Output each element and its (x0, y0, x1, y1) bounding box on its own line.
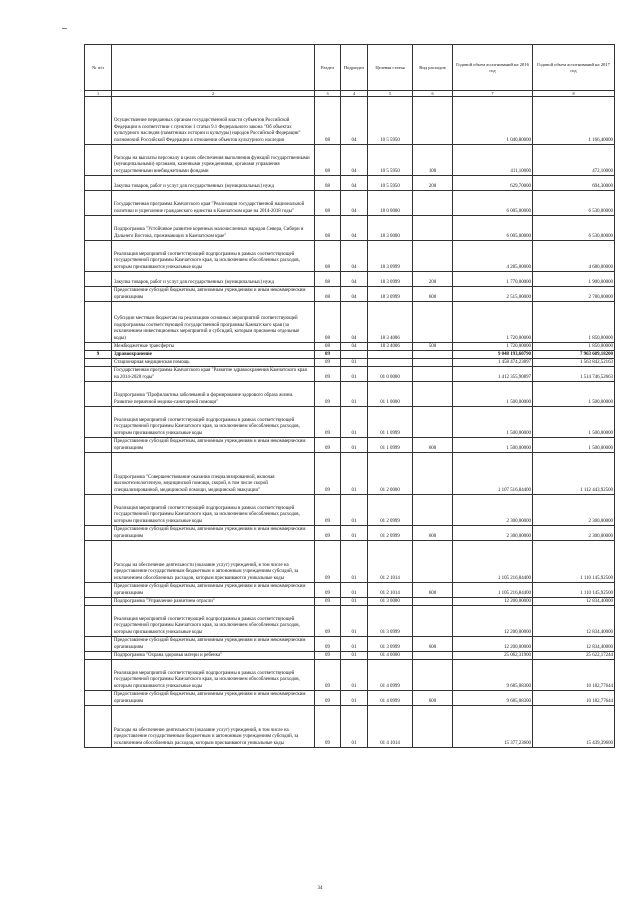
row-amount-2017: 7 963 609,18200 (533, 351, 615, 359)
row-number (85, 583, 112, 598)
row-amount-2017: 1 500,00000 (533, 438, 615, 453)
header-section: Раздел (315, 45, 341, 91)
row-section: 09 (315, 438, 341, 453)
table-row (85, 541, 615, 583)
row-amount-2016: 1 500,00000 (453, 382, 533, 407)
row-number (85, 287, 112, 302)
row-name: Расходы на обеспечение деятельности (оказание услуг) учреждений, в том числе на предоставление государственным бюджетным и автономным учреждениям субсидий, за исключением обособленных расходов, которым присваиваются уникальные коды (112, 706, 315, 748)
row-amount-2016: 2 515,00000 (453, 287, 533, 302)
row-expense-type (413, 367, 453, 382)
row-name: Реализация мероприятий соответствующей подпрограммы в рамках соответствующей государственной программы Камчатского края, за исключением обособленных расходов, которым присваиваются уникальные коды (112, 606, 315, 637)
row-amount-2016: 1 500,00000 (453, 407, 533, 438)
row-expense-type (413, 541, 453, 583)
row-target: 01 1 0000 (368, 382, 413, 407)
row-section: 09 (315, 637, 341, 652)
row-number (85, 216, 112, 241)
row-number (85, 241, 112, 272)
row-name: Закупка товаров, работ и услуг для государственных (муниципальных) нужд (112, 272, 315, 287)
row-name: Подпрограмма "Охрана здоровья матери и ребенка" (112, 652, 315, 660)
header-num: № п/п (85, 45, 112, 91)
table-row (85, 526, 615, 541)
row-subsection: 01 (341, 706, 368, 748)
row-subsection: 01 (341, 495, 368, 526)
row-subsection: 01 (341, 598, 368, 606)
row-name: Стационарная медицинская помощь (112, 359, 315, 367)
table-row (85, 598, 615, 606)
budget-table (84, 44, 615, 748)
row-amount-2016: 6 005,00000 (453, 216, 533, 241)
table-row (85, 287, 615, 302)
table-row (85, 241, 615, 272)
table-row (85, 191, 615, 216)
row-name: Расходы на обеспечение деятельности (оказание услуг) учреждений, в том числе на предоставление государственным бюджетным и автономным учреждениям субсидий, за исключением обособленных расходов, которым присваиваются уникальные коды (112, 541, 315, 583)
row-section: 08 (315, 302, 341, 343)
row-amount-2016: 15 377,23600 (453, 706, 533, 748)
row-amount-2017: 1 500,00000 (533, 407, 615, 438)
row-subsection: 04 (341, 97, 368, 145)
row-target: 01 4 0000 (368, 652, 413, 660)
row-amount-2017: 1 850,00000 (533, 343, 615, 351)
row-amount-2017: 1 514 746,52663 (533, 367, 615, 382)
row-amount-2017: 4 680,00000 (533, 241, 615, 272)
index-cell: 8 (533, 91, 615, 97)
row-section: 08 (315, 272, 341, 287)
table-row (85, 343, 615, 351)
row-expense-type (413, 407, 453, 438)
row-target: 18 3 0000 (368, 216, 413, 241)
row-section: 08 (315, 287, 341, 302)
table-row (85, 407, 615, 438)
row-section: 09 (315, 382, 341, 407)
row-number (85, 145, 112, 176)
row-subsection: 01 (341, 367, 368, 382)
table-row (85, 145, 615, 176)
row-number (85, 495, 112, 526)
row-subsection: 04 (341, 145, 368, 176)
row-amount-2016: 1 105 216,84400 (453, 583, 533, 598)
row-amount-2017: 6 530,00000 (533, 216, 615, 241)
row-target: 18 3 4006 (368, 343, 413, 351)
row-number (85, 453, 112, 495)
row-name: Реализация мероприятий соответствующей подпрограммы в рамках соответствующей государственной программы Камчатского края, за исключением обособленных расходов, которым присваиваются уникальные коды (112, 495, 315, 526)
page-number: 34 (317, 886, 323, 891)
row-amount-2016: 6 005,00000 (453, 191, 533, 216)
row-name: Предоставление субсидий бюджетным, автономным учреждениям и иным некоммерческим организациям (112, 691, 315, 706)
row-name: Субсидии местным бюджетам на реализацию основных мероприятий соответствующей подпрограммы соответствующей государственной программы Камчатского края (за исключением инвестиционных мероприятий и субсидий, которым присвоены отдельные коды) (112, 302, 315, 343)
row-number: 9 (85, 351, 112, 359)
row-section: 09 (315, 598, 341, 606)
row-expense-type: 100 (413, 145, 453, 176)
row-number (85, 598, 112, 606)
row-number (85, 97, 112, 145)
row-section: 09 (315, 606, 341, 637)
row-amount-2016: 1 107 516,84400 (453, 453, 533, 495)
row-amount-2017: 1 900,00000 (533, 272, 615, 287)
header-amount-2017: Годовой объем ассигнований на 2017 год (533, 45, 615, 91)
row-section: 08 (315, 241, 341, 272)
row-section: 09 (315, 407, 341, 438)
row-name: Закупка товаров, работ и услуг для государственных (муниципальных) нужд (112, 176, 315, 191)
row-amount-2016: 1 458 474,23897 (453, 359, 533, 367)
row-section: 09 (315, 351, 341, 359)
row-target: 10 5 5950 (368, 97, 413, 145)
row-subsection: 01 (341, 359, 368, 367)
table-row (85, 706, 615, 748)
row-section: 09 (315, 453, 341, 495)
table-row (85, 606, 615, 637)
row-name: Осуществление переданных органам государственной власти субъектов Российской Федерации в соответствии с пунктом 1 статьи 9.1 Федерального закона "Об объектах культурного наследия (памятниках истории и культуры) народов Российской Федерации" полномочий Российской Федерации в отношении объектов культурного наследия (112, 97, 315, 145)
row-expense-type (413, 359, 453, 367)
header-expense-type: Вид расходов (413, 45, 453, 91)
index-cell: 7 (453, 91, 533, 97)
index-cell: 2 (112, 91, 315, 97)
row-expense-type (413, 302, 453, 343)
table-row (85, 495, 615, 526)
table-row (85, 382, 615, 407)
row-amount-2017: 1 166,40000 (533, 97, 615, 145)
table-row (85, 691, 615, 706)
row-amount-2016: 1 412 355,90897 (453, 367, 533, 382)
row-number (85, 367, 112, 382)
table-row (85, 660, 615, 691)
row-name: Реализация мероприятий соответствующей подпрограммы в рамках соответствующей государственной программы Камчатского края, за исключением обособленных расходов, которым присваиваются уникальные коды (112, 660, 315, 691)
row-subsection: 01 (341, 652, 368, 660)
row-expense-type: 600 (413, 691, 453, 706)
row-section: 09 (315, 541, 341, 583)
row-expense-type (413, 606, 453, 637)
row-subsection: 04 (341, 272, 368, 287)
row-amount-2016: 12 200,00000 (453, 637, 533, 652)
scan-mark (62, 28, 67, 29)
row-target: 18 3 0999 (368, 272, 413, 287)
row-number (85, 272, 112, 287)
row-number (85, 706, 112, 748)
index-cell: 4 (341, 91, 368, 97)
row-target: 01 0 0000 (368, 367, 413, 382)
row-name: Реализация мероприятий соответствующей подпрограммы в рамках соответствующей государственной программы Камчатского края, за исключением обособленных расходов, которым присваиваются уникальные коды (112, 407, 315, 438)
index-cell: 5 (368, 91, 413, 97)
row-expense-type: 600 (413, 526, 453, 541)
row-expense-type (413, 191, 453, 216)
row-name: Предоставление субсидий бюджетным, автономным учреждениям и иным некоммерческим организациям (112, 583, 315, 598)
row-amount-2016: 9 685,08300 (453, 660, 533, 691)
row-amount-2017: 1 112 443,92500 (533, 453, 615, 495)
row-number (85, 438, 112, 453)
row-target: 01 3 0000 (368, 598, 413, 606)
row-expense-type: 600 (413, 583, 453, 598)
row-number (85, 526, 112, 541)
row-name: Подпрограмма "Совершенствование оказания специализированной, включая высокотехнологичную, медицинской помощи, скорой, в том числе скорой специализированной, медицинской помощи, медицинской эвакуации" (112, 453, 315, 495)
row-number (85, 176, 112, 191)
header-name (112, 45, 315, 91)
row-amount-2016: 12 200,00000 (453, 598, 533, 606)
header-row (85, 45, 615, 91)
row-number (85, 660, 112, 691)
row-subsection: 04 (341, 241, 368, 272)
table-row (85, 367, 615, 382)
row-expense-type: 600 (413, 637, 453, 652)
header-subsection: Подраздел (341, 45, 368, 91)
table-row (85, 351, 615, 359)
table-row (85, 438, 615, 453)
row-number (85, 541, 112, 583)
row-section: 08 (315, 191, 341, 216)
row-target: 01 2 0000 (368, 453, 413, 495)
row-number (85, 302, 112, 343)
row-subsection: 04 (341, 343, 368, 351)
row-subsection: 01 (341, 407, 368, 438)
row-target: 18 3 4006 (368, 302, 413, 343)
row-name: Подпрограмма "Профилактика заболеваний и формирование здорового образа жизни. Развитие первичной медико-санитарной помощи" (112, 382, 315, 407)
row-number (85, 382, 112, 407)
row-subsection (341, 351, 368, 359)
table-row (85, 302, 615, 343)
row-amount-2017: 472,10000 (533, 145, 615, 176)
row-section: 09 (315, 367, 341, 382)
row-expense-type: 200 (413, 176, 453, 191)
row-target: 01 1 0999 (368, 438, 413, 453)
row-amount-2017: 2 300,00000 (533, 495, 615, 526)
row-subsection: 04 (341, 176, 368, 191)
table-row (85, 637, 615, 652)
table-body (85, 91, 615, 748)
table-row (85, 453, 615, 495)
table-row (85, 359, 615, 367)
row-expense-type: 600 (413, 287, 453, 302)
row-name: Предоставление субсидий бюджетным, автономным учреждениям и иным некоммерческим организациям (112, 637, 315, 652)
row-subsection: 01 (341, 583, 368, 598)
table-row (85, 176, 615, 191)
row-name: Подпрограмма "Управление развитием отрасли" (112, 598, 315, 606)
row-subsection: 01 (341, 438, 368, 453)
row-name: Расходы на выплаты персоналу в целях обеспечения выполнения функций государственными (муниципальными) органами, казенными учреждениями, органами управления государственными внебюджетными фондами (112, 145, 315, 176)
row-subsection: 01 (341, 541, 368, 583)
row-amount-2017: 10 182,77644 (533, 691, 615, 706)
row-expense-type: 500 (413, 343, 453, 351)
row-amount-2017: 1 850,00000 (533, 302, 615, 343)
row-target: 01 2 0999 (368, 526, 413, 541)
row-amount-2016: 25 062,31900 (453, 652, 533, 660)
row-amount-2017: 15 439,39600 (533, 706, 615, 748)
row-section: 09 (315, 359, 341, 367)
index-cell: 3 (315, 91, 341, 97)
row-amount-2017: 12 834,40000 (533, 637, 615, 652)
row-expense-type (413, 495, 453, 526)
row-number (85, 343, 112, 351)
row-section: 09 (315, 691, 341, 706)
row-expense-type (413, 97, 453, 145)
row-subsection: 04 (341, 191, 368, 216)
row-number (85, 606, 112, 637)
row-number (85, 691, 112, 706)
table-row (85, 652, 615, 660)
row-amount-2017: 1 110 145,92500 (533, 583, 615, 598)
table-row (85, 272, 615, 287)
row-amount-2017: 12 834,40000 (533, 606, 615, 637)
row-target (368, 351, 413, 359)
row-section: 09 (315, 526, 341, 541)
row-amount-2016: 4 285,00000 (453, 241, 533, 272)
index-cell: 6 (413, 91, 453, 97)
row-amount-2016: 9 048 193,60790 (453, 351, 533, 359)
table-row (85, 583, 615, 598)
row-target: 10 5 5950 (368, 145, 413, 176)
row-target: 01 4 0999 (368, 660, 413, 691)
row-amount-2017: 10 182,77644 (533, 660, 615, 691)
row-section: 09 (315, 583, 341, 598)
row-amount-2016: 9 685,08300 (453, 691, 533, 706)
row-target: 18 0 0000 (368, 191, 413, 216)
row-section: 09 (315, 660, 341, 691)
header-target: Целевая статья (368, 45, 413, 91)
row-target: 10 5 5950 (368, 176, 413, 191)
row-amount-2016: 1 720,00000 (453, 343, 533, 351)
header-amount-2016: Годовой объем ассигнований на 2016 год (453, 45, 533, 91)
row-name: Здравоохранение (112, 351, 315, 359)
row-section: 08 (315, 343, 341, 351)
row-expense-type: 600 (413, 438, 453, 453)
row-subsection: 01 (341, 382, 368, 407)
row-section: 08 (315, 97, 341, 145)
table-row (85, 216, 615, 241)
row-subsection: 01 (341, 691, 368, 706)
row-target (368, 359, 413, 367)
row-target: 01 4 0999 (368, 691, 413, 706)
row-target: 01 2 0999 (368, 495, 413, 526)
row-amount-2016: 411,10000 (453, 145, 533, 176)
row-number (85, 637, 112, 652)
row-expense-type (413, 241, 453, 272)
row-amount-2016: 1 500,00000 (453, 438, 533, 453)
row-name: Межбюджетные трансферты (112, 343, 315, 351)
row-amount-2016: 629,70000 (453, 176, 533, 191)
row-section: 09 (315, 706, 341, 748)
row-name: Предоставление субсидий бюджетным, автономным учреждениям и иным некоммерческим организациям (112, 438, 315, 453)
row-amount-2017: 6 530,00000 (533, 191, 615, 216)
row-target: 01 4 1014 (368, 706, 413, 748)
row-subsection: 01 (341, 526, 368, 541)
row-subsection: 01 (341, 453, 368, 495)
row-target: 01 3 0999 (368, 637, 413, 652)
row-amount-2017: 694,30000 (533, 176, 615, 191)
index-cell: 1 (85, 91, 112, 97)
row-section: 08 (315, 216, 341, 241)
row-target: 01 1 0999 (368, 407, 413, 438)
row-amount-2016: 12 200,00000 (453, 606, 533, 637)
row-subsection: 01 (341, 606, 368, 637)
row-target: 01 3 0999 (368, 606, 413, 637)
row-number (85, 407, 112, 438)
row-subsection: 04 (341, 302, 368, 343)
row-expense-type (413, 216, 453, 241)
row-name: Государственная программа Камчатского края "Реализация государственной национальной политики и укрепление гражданского единства в Камчатском крае на 2014-2018 годы" (112, 191, 315, 216)
row-subsection: 04 (341, 216, 368, 241)
row-name: Государственная программа Камчатского края "Развитие здравоохранения Камчатского края на 2014-2020 годы" (112, 367, 315, 382)
row-amount-2016: 1 040,80000 (453, 97, 533, 145)
row-subsection: 04 (341, 287, 368, 302)
row-expense-type (413, 706, 453, 748)
row-amount-2017: 25 622,17244 (533, 652, 615, 660)
table-row (85, 97, 615, 145)
row-name: Предоставление субсидий бюджетным, автономным учреждениям и иным некоммерческим организациям (112, 526, 315, 541)
row-number (85, 359, 112, 367)
row-expense-type (413, 382, 453, 407)
row-amount-2017: 1 563 842,52163 (533, 359, 615, 367)
row-amount-2017: 2 300,00000 (533, 526, 615, 541)
row-section: 08 (315, 145, 341, 176)
row-name: Реализация мероприятий соответствующей подпрограммы в рамках соответствующей государственной программы Камчатского края, за исключением обособленных расходов, которым присваиваются уникальные коды (112, 241, 315, 272)
row-number (85, 191, 112, 216)
row-amount-2017: 1 110 145,92500 (533, 541, 615, 583)
row-section: 09 (315, 652, 341, 660)
row-number (85, 652, 112, 660)
row-amount-2016: 1 770,00000 (453, 272, 533, 287)
row-expense-type (413, 652, 453, 660)
row-amount-2016: 2 300,00000 (453, 495, 533, 526)
row-section: 09 (315, 495, 341, 526)
row-subsection: 01 (341, 660, 368, 691)
row-subsection: 01 (341, 637, 368, 652)
row-name: Предоставление субсидий бюджетным, автономным учреждениям и иным некоммерческим организациям (112, 287, 315, 302)
row-amount-2016: 1 105 216,84400 (453, 541, 533, 583)
row-amount-2017: 12 834,40000 (533, 598, 615, 606)
row-expense-type (413, 660, 453, 691)
row-expense-type (413, 598, 453, 606)
row-name: Подпрограмма "Устойчивое развитие коренных малочисленных народов Севера, Сибири и Дальнего Востока, проживающих в Камчатском крае" (112, 216, 315, 241)
row-expense-type (413, 351, 453, 359)
row-section: 08 (315, 176, 341, 191)
row-expense-type (413, 453, 453, 495)
row-amount-2016: 2 300,00000 (453, 526, 533, 541)
row-amount-2017: 2 780,00000 (533, 287, 615, 302)
row-target: 18 3 0999 (368, 241, 413, 272)
row-amount-2017: 1 500,00000 (533, 382, 615, 407)
row-target: 01 2 1014 (368, 583, 413, 598)
row-amount-2016: 1 720,00000 (453, 302, 533, 343)
row-expense-type: 200 (413, 272, 453, 287)
row-target: 01 2 1014 (368, 541, 413, 583)
row-target: 18 3 0999 (368, 287, 413, 302)
